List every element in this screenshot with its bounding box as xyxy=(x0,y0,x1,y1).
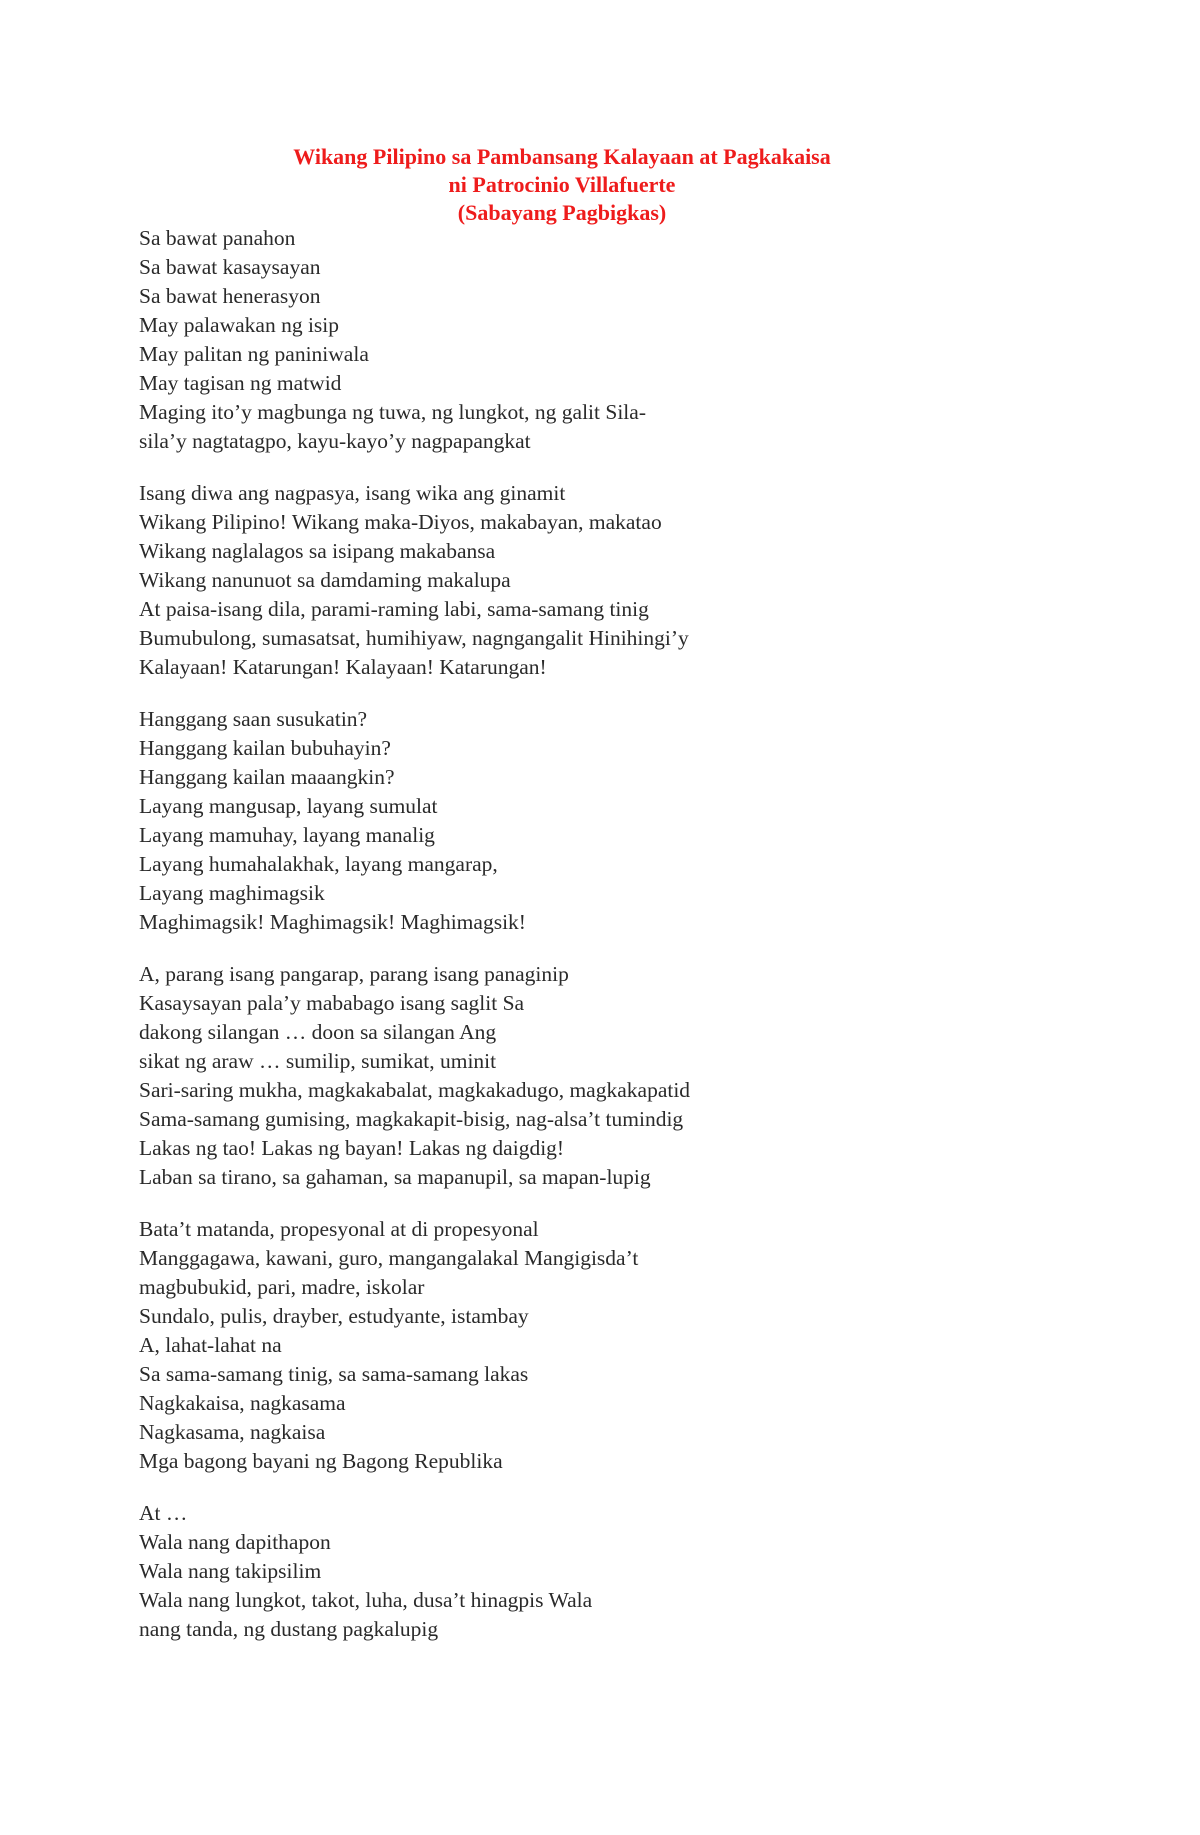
stanza-3 xyxy=(139,705,1039,937)
stanza-4 xyxy=(139,960,1039,1192)
poem-line: Wikang Pilipino! Wikang maka-Diyos, makabayan, makatao xyxy=(139,510,662,534)
poem-line: Layang humahalakhak, layang mangarap, xyxy=(139,852,498,876)
poem-line: Kasaysayan pala’y mababago isang saglit Sa xyxy=(139,991,525,1015)
poem-line: Hanggang kailan bubuhayin? xyxy=(139,736,391,760)
poem-line: A, parang isang pangarap, parang isang panaginip xyxy=(139,962,569,986)
poem-line: Layang mangusap, layang sumulat xyxy=(139,794,438,818)
poem-line: May palitan ng paniniwala xyxy=(139,342,369,366)
poem-line: sikat ng araw … sumilip, sumikat, uminit xyxy=(139,1049,497,1073)
poem-line: Nagkasama, nagkaisa xyxy=(139,1420,326,1444)
poem-line: Sama-samang gumising, magkakapit-bisig, nag-alsa’t tumindig xyxy=(139,1107,684,1131)
poem-line: Maghimagsik! Maghimagsik! Maghimagsik! xyxy=(139,910,526,934)
poem-line: dakong silangan … doon sa silangan Ang xyxy=(139,1020,497,1044)
poem-line: May tagisan ng matwid xyxy=(139,371,342,395)
poem-line: magbubukid, pari, madre, iskolar xyxy=(139,1275,425,1299)
poem-body xyxy=(139,224,1039,1667)
poem-line: Kalayaan! Katarungan! Kalayaan! Katarungan! xyxy=(139,655,547,679)
poem-line: Sundalo, pulis, drayber, estudyante, istambay xyxy=(139,1304,529,1328)
poem-line: At paisa-isang dila, parami-raming labi, sama-samang tinig xyxy=(139,597,649,621)
poem-subtitle: (Sabayang Pagbigkas) xyxy=(457,200,667,225)
poem-line: Wikang nanunuot sa damdaming makalupa xyxy=(139,568,511,592)
poem-line: Wikang naglalagos sa isipang makabansa xyxy=(139,539,496,563)
poem-line: nang tanda, ng dustang pagkalupig xyxy=(139,1617,439,1641)
poem-line: Lakas ng tao! Lakas ng bayan! Lakas ng daigdig! xyxy=(139,1136,565,1160)
poem-line: Sari-saring mukha, magkakabalat, magkakadugo, magkakapatid xyxy=(139,1078,691,1102)
poem-line: At … xyxy=(139,1501,188,1525)
poem-line: Bata’t matanda, propesyonal at di propesyonal xyxy=(139,1217,539,1241)
poem-line: Sa sama-samang tinig, sa sama-samang lakas xyxy=(139,1362,529,1386)
poem-line: A, lahat-lahat na xyxy=(139,1333,282,1357)
poem-title: Wikang Pilipino sa Pambansang Kalayaan at Pagkakaisa xyxy=(293,144,831,169)
stanza-6 xyxy=(139,1499,1039,1644)
poem-line: Layang maghimagsik xyxy=(139,881,325,905)
poem-line: Nagkakaisa, nagkasama xyxy=(139,1391,346,1415)
title-block xyxy=(0,143,1124,227)
poem-line: Wala nang takipsilim xyxy=(139,1559,322,1583)
poem-line: Wala nang dapithapon xyxy=(139,1530,331,1554)
poem-line: Manggagawa, kawani, guro, mangangalakal Mangigisda’t xyxy=(139,1246,639,1270)
poem-line: sila’y nagtatagpo, kayu-kayo’y nagpapangkat xyxy=(139,429,531,453)
poem-line: Mga bagong bayani ng Bagong Republika xyxy=(139,1449,503,1473)
poem-line: Sa bawat panahon xyxy=(139,226,296,250)
stanza-1 xyxy=(139,224,1039,456)
poem-line: Laban sa tirano, sa gahaman, sa mapanupil, sa mapan-lupig xyxy=(139,1165,651,1189)
poem-line: Hanggang saan susukatin? xyxy=(139,707,368,731)
stanza-5 xyxy=(139,1215,1039,1476)
poem-line: Bumubulong, sumasatsat, humihiyaw, nagngangalit Hinihingi’y xyxy=(139,626,689,650)
stanza-2 xyxy=(139,479,1039,682)
poem-line: Sa bawat kasaysayan xyxy=(139,255,321,279)
poem-line: Isang diwa ang nagpasya, isang wika ang ginamit xyxy=(139,481,566,505)
poem-line: Sa bawat henerasyon xyxy=(139,284,321,308)
poem-line: Maging ito’y magbunga ng tuwa, ng lungkot, ng galit Sila- xyxy=(139,400,646,424)
poem-line: Layang mamuhay, layang manalig xyxy=(139,823,435,847)
poem-line: Wala nang lungkot, takot, luha, dusa’t hinagpis Wala xyxy=(139,1588,593,1612)
poem-line: Hanggang kailan maaangkin? xyxy=(139,765,395,789)
poem-line: May palawakan ng isip xyxy=(139,313,340,337)
poem-author: ni Patrocinio Villafuerte xyxy=(448,172,676,197)
